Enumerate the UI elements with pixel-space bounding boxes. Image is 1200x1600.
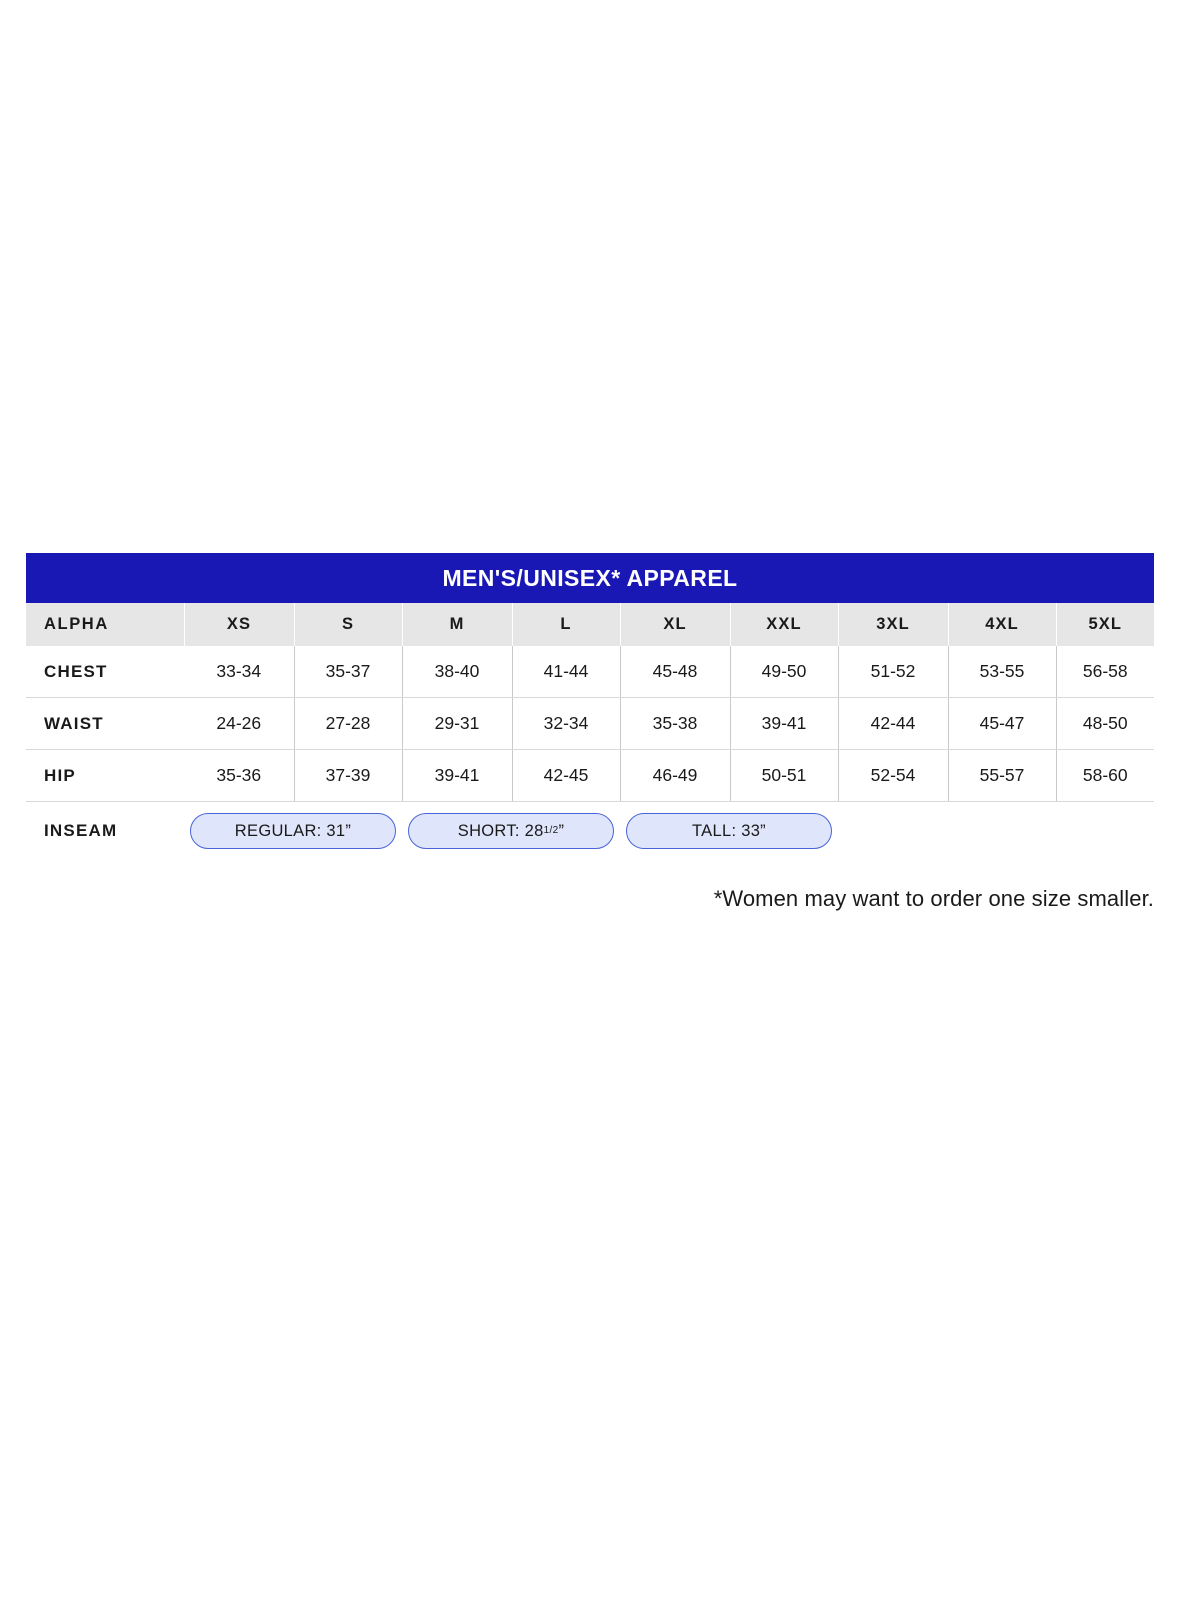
cell-hip-xs: 35-36	[184, 750, 294, 802]
inseam-tall-suffix: ”	[760, 821, 766, 840]
cell-waist-xxl: 39-41	[730, 698, 838, 750]
cell-hip-4xl: 55-57	[948, 750, 1056, 802]
row-label-hip: HIP	[26, 750, 184, 802]
table-row	[26, 698, 1154, 750]
column-header-5xl: 5XL	[1056, 603, 1154, 646]
cell-hip-s: 37-39	[294, 750, 402, 802]
column-header-xs: XS	[184, 603, 294, 646]
inseam-option-tall[interactable]	[626, 813, 832, 849]
inseam-option-short[interactable]: SHORT: 28 1/2 ”	[408, 813, 614, 849]
cell-waist-xl: 35-38	[620, 698, 730, 750]
cell-hip-xl: 46-49	[620, 750, 730, 802]
column-header-alpha: ALPHA	[26, 603, 184, 646]
cell-chest-s: 35-37	[294, 646, 402, 698]
cell-chest-4xl: 53-55	[948, 646, 1056, 698]
cell-chest-xs: 33-34	[184, 646, 294, 698]
inseam-short-suffix: ”	[558, 821, 565, 840]
cell-waist-l: 32-34	[512, 698, 620, 750]
column-header-4xl: 4XL	[948, 603, 1056, 646]
inseam-short-cell	[402, 802, 620, 861]
cell-waist-3xl: 42-44	[838, 698, 948, 750]
row-label-chest: CHEST	[26, 646, 184, 698]
cell-chest-m: 38-40	[402, 646, 512, 698]
inseam-option-regular[interactable]	[190, 813, 396, 849]
table-row	[26, 750, 1154, 802]
cell-waist-s: 27-28	[294, 698, 402, 750]
cell-hip-xxl: 50-51	[730, 750, 838, 802]
size-chart	[26, 553, 1154, 860]
cell-chest-l: 41-44	[512, 646, 620, 698]
cell-hip-3xl: 52-54	[838, 750, 948, 802]
cell-waist-xs: 24-26	[184, 698, 294, 750]
page-title: MEN'S/UNISEX* APPAREL	[442, 564, 738, 591]
cell-chest-5xl: 56-58	[1056, 646, 1154, 698]
chart-title-bar	[26, 553, 1154, 603]
column-header-xl: XL	[620, 603, 730, 646]
measurements-table	[26, 603, 1154, 860]
column-header-l: L	[512, 603, 620, 646]
cell-waist-5xl: 48-50	[1056, 698, 1154, 750]
column-header-xxl: XXL	[730, 603, 838, 646]
inseam-tall-cell	[620, 802, 838, 861]
column-header-s: S	[294, 603, 402, 646]
inseam-row	[26, 802, 1154, 861]
cell-chest-xl: 45-48	[620, 646, 730, 698]
cell-chest-xxl: 49-50	[730, 646, 838, 698]
footnote: *Women may want to order one size smaller.	[713, 886, 1154, 911]
column-header-m: M	[402, 603, 512, 646]
inseam-regular-cell	[184, 802, 402, 861]
column-header-3xl: 3XL	[838, 603, 948, 646]
cell-waist-4xl: 45-47	[948, 698, 1056, 750]
inseam-short-text: SHORT: 28	[457, 821, 544, 840]
cell-chest-3xl: 51-52	[838, 646, 948, 698]
inseam-regular-text: REGULAR: 31	[234, 821, 346, 840]
inseam-tall-text: TALL: 33	[692, 821, 761, 840]
cell-hip-m: 39-41	[402, 750, 512, 802]
row-label-waist: WAIST	[26, 698, 184, 750]
cell-hip-5xl: 58-60	[1056, 750, 1154, 802]
cell-hip-l: 42-45	[512, 750, 620, 802]
cell-waist-m: 29-31	[402, 698, 512, 750]
inseam-empty-cell	[838, 802, 1154, 861]
table-header-row	[26, 603, 1154, 646]
inseam-regular-suffix: ”	[345, 821, 352, 840]
table-row	[26, 646, 1154, 698]
row-label-inseam: INSEAM	[44, 821, 118, 840]
